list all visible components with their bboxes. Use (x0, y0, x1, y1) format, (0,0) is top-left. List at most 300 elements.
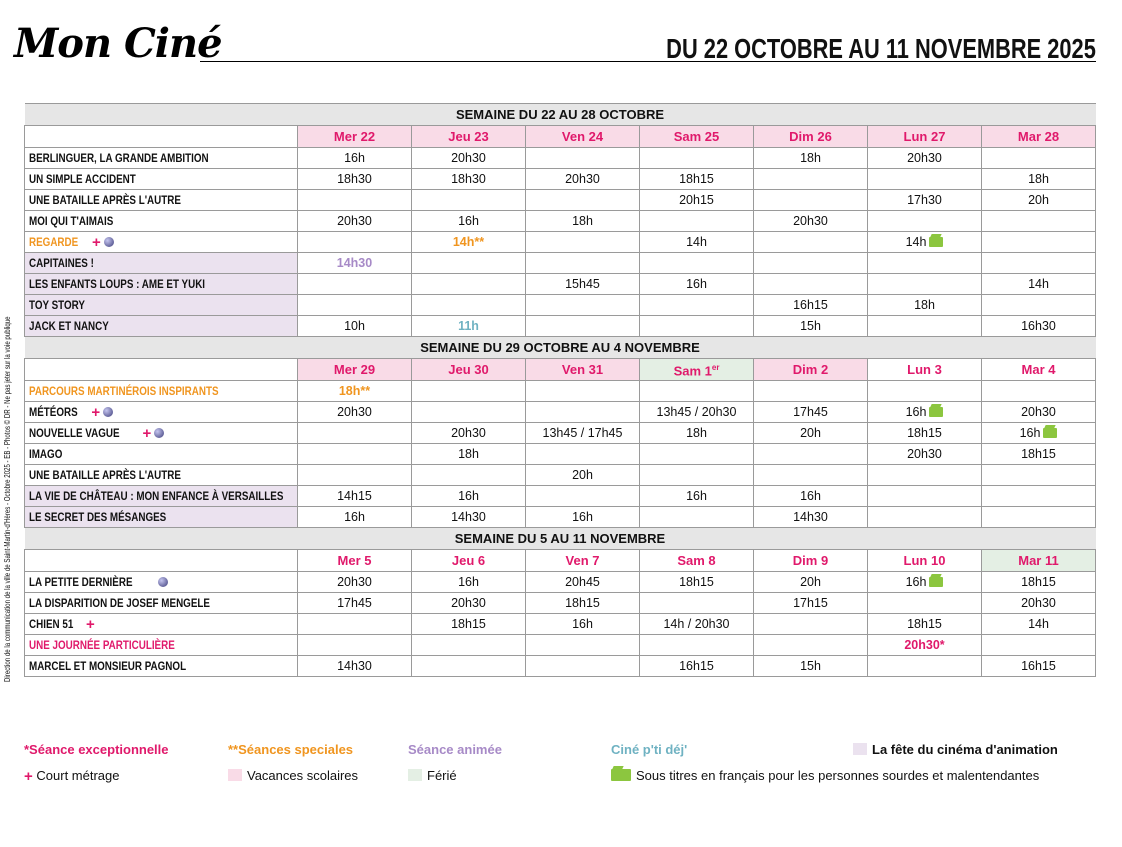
day-label: Sam 8 (677, 552, 716, 568)
film-title-cell (25, 253, 298, 274)
showtime: 18h (914, 298, 935, 312)
showtime-cell (640, 444, 754, 465)
showtime-cell (754, 635, 868, 656)
day-label: Mer 5 (337, 552, 372, 568)
showtime: 16h15 (1021, 659, 1056, 674)
showtime: 14h30 (336, 256, 373, 270)
showtime-cell (754, 316, 868, 337)
film-title: JACK ET NANCY (29, 319, 109, 333)
week-title: SEMAINE DU 29 OCTOBRE AU 4 NOVEMBRE (25, 337, 1096, 359)
day-header (868, 126, 982, 148)
day-header (526, 359, 640, 381)
days-row (25, 126, 1096, 148)
showtime-cell (754, 148, 868, 169)
showtime-cell (982, 572, 1096, 593)
showtime: 16h (800, 489, 821, 504)
day-label: Jeu 23 (448, 128, 489, 144)
disc-icon (154, 428, 164, 438)
film-row (25, 253, 1096, 274)
showtime: 20h30 (451, 151, 486, 165)
showtime-cell (868, 423, 982, 444)
film-title: UNE BATAILLE APRÈS L'AUTRE (29, 468, 181, 483)
showtime: 14h (686, 235, 707, 249)
showtime-cell (298, 656, 412, 677)
film-row (25, 148, 1096, 169)
day-label: Mer 29 (333, 361, 376, 377)
film-row (25, 507, 1096, 528)
showtime-cell (526, 253, 640, 274)
showtime-cell (298, 465, 412, 486)
showtime-cell (640, 232, 754, 253)
film-title-cell (25, 274, 298, 295)
film-title-cell (25, 190, 298, 211)
showtime-cell (868, 232, 982, 253)
showtime-cell (526, 316, 640, 337)
fete-swatch (853, 743, 867, 755)
showtime: 20h30* (904, 638, 945, 653)
subtitles-icon (929, 237, 943, 247)
showtime-cell (526, 572, 640, 593)
showtime: 20h (1028, 193, 1049, 207)
film-title: BERLINGUER, LA GRANDE AMBITION (29, 151, 209, 165)
schedule-table (24, 103, 1096, 677)
showtime-cell (868, 444, 982, 465)
showtime-cell (754, 486, 868, 507)
showtime-cell (982, 614, 1096, 635)
showtime-cell (868, 465, 982, 486)
film-title: CAPITAINES ! (29, 256, 94, 270)
legend-ptidej: Ciné p'ti déj' (611, 742, 688, 757)
showtime: 20h45 (565, 575, 600, 590)
showtime-cell (868, 169, 982, 190)
showtime: 18h15 (451, 617, 486, 632)
showtime: 20h30 (793, 214, 828, 228)
film-row (25, 232, 1096, 253)
day-label: Lun 10 (903, 552, 946, 568)
showtime: 18h15 (907, 617, 942, 632)
showtime: 17h45 (337, 596, 372, 611)
days-spacer (25, 126, 298, 148)
day-suffix: er (711, 363, 720, 372)
showtime: 11h (458, 319, 479, 333)
showtime: 20h30 (337, 405, 372, 420)
showtime-cell (412, 190, 526, 211)
showtime-cell (526, 444, 640, 465)
showtime-cell (298, 593, 412, 614)
day-label: Ven 24 (561, 128, 604, 144)
showtime-cell (868, 381, 982, 402)
showtime-cell (982, 402, 1096, 423)
showtime-cell (526, 169, 640, 190)
legend-exceptionnelle: *Séance exceptionnelle (24, 742, 169, 757)
showtime: 15h45 (565, 277, 600, 291)
day-label: Mar 28 (1017, 128, 1060, 144)
film-row (25, 593, 1096, 614)
showtime-cell (412, 253, 526, 274)
film-title: UNE JOURNÉE PARTICULIÈRE (29, 638, 175, 653)
day-label: Lun 3 (907, 361, 942, 377)
day-header (868, 359, 982, 381)
showtime-cell (868, 656, 982, 677)
showtime: 20h30 (451, 426, 486, 441)
showtime: 18h (572, 214, 593, 228)
showtime-cell (640, 486, 754, 507)
film-row (25, 614, 1096, 635)
showtime-cell (754, 572, 868, 593)
showtime-cell (526, 593, 640, 614)
showtime-cell (754, 423, 868, 444)
showtime-cell (982, 295, 1096, 316)
day-header (754, 359, 868, 381)
film-title-cell (25, 572, 298, 593)
day-header (868, 550, 982, 572)
film-title: IMAGO (29, 447, 63, 462)
day-label: Dim 2 (792, 361, 829, 377)
showtime-cell (982, 232, 1096, 253)
day-label: Dim 9 (792, 552, 829, 568)
showtime-cell (298, 635, 412, 656)
day-header (412, 550, 526, 572)
days-spacer (25, 550, 298, 572)
date-range: DU 22 OCTOBRE AU 11 NOVEMBRE 2025 (666, 33, 1096, 64)
film-row (25, 465, 1096, 486)
showtime-cell (526, 190, 640, 211)
court-metrage-icon: + (91, 403, 101, 421)
plus-icon: + (24, 768, 33, 785)
showtime: 20h (800, 575, 821, 590)
showtime: 16h (905, 575, 927, 590)
showtime: 20h30 (337, 214, 372, 228)
showtime: 16h (458, 214, 479, 228)
showtime-cell (868, 593, 982, 614)
showtime-cell (868, 486, 982, 507)
showtime-cell (982, 635, 1096, 656)
showtime-cell (982, 486, 1096, 507)
film-title-cell (25, 148, 298, 169)
film-title-cell (25, 635, 298, 656)
day-label: Jeu 6 (451, 552, 486, 568)
showtime-cell (412, 572, 526, 593)
showtime-cell (640, 656, 754, 677)
showtime-cell (412, 465, 526, 486)
week-header (25, 337, 1096, 359)
showtime-cell (412, 381, 526, 402)
showtime: 20h30 (451, 596, 486, 611)
days-spacer (25, 359, 298, 381)
showtime-cell (412, 444, 526, 465)
legend-stt: Sous titres en français pour les personnes sourdes et malentendantes (611, 768, 1039, 783)
showtime-cell (754, 211, 868, 232)
film-row (25, 316, 1096, 337)
showtime-cell (754, 253, 868, 274)
legend-fete: La fête du cinéma d'animation (853, 742, 1058, 757)
film-title: CHIEN 51 (29, 616, 74, 631)
ferie-swatch (408, 769, 422, 781)
showtime-cell (412, 316, 526, 337)
day-header (754, 550, 868, 572)
showtime-cell (298, 402, 412, 423)
showtime-cell (640, 295, 754, 316)
day-label: Mar 11 (1018, 552, 1059, 568)
showtime-cell (982, 444, 1096, 465)
showtime: 16h (344, 151, 365, 165)
showtime-cell (640, 614, 754, 635)
showtime-cell (754, 190, 868, 211)
showtime-cell (868, 635, 982, 656)
showtime-cell (298, 614, 412, 635)
film-row (25, 169, 1096, 190)
showtime-cell (868, 572, 982, 593)
showtime-cell (412, 423, 526, 444)
showtime-cell (412, 274, 526, 295)
showtime: 14h (905, 235, 927, 249)
showtime-cell (868, 614, 982, 635)
day-header (982, 359, 1096, 381)
film-title: LES ENFANTS LOUPS : AME ET YUKI (29, 277, 206, 291)
showtime-cell (640, 274, 754, 295)
showtime-cell (754, 507, 868, 528)
showtime-cell (298, 295, 412, 316)
film-title-cell (25, 381, 298, 402)
showtime-cell (412, 635, 526, 656)
court-metrage-icon: + (92, 233, 101, 251)
showtime-cell (868, 190, 982, 211)
day-header (412, 126, 526, 148)
showtime-cell (298, 253, 412, 274)
showtime-cell (412, 486, 526, 507)
showtime-cell (526, 232, 640, 253)
showtime: 18h30 (451, 172, 486, 186)
day-label: Sam 25 (673, 128, 720, 144)
credit-text: Direction de la communication de la ville de Saint-Martin-d'Hères - Octobre 2025 - EB - Photos © DR - Ne pas jeter sur la voie publique (2, 316, 12, 682)
showtime-cell (526, 211, 640, 232)
film-title: REGARDE (29, 234, 79, 249)
film-title-cell (25, 402, 298, 423)
showtime-cell (754, 232, 868, 253)
showtime: 14h30 (793, 510, 828, 525)
showtime: 16h15 (793, 298, 828, 312)
disc-icon (103, 407, 113, 417)
disc-icon (104, 237, 114, 247)
showtime: 18h (800, 151, 821, 165)
film-row (25, 656, 1096, 677)
showtime-cell (412, 169, 526, 190)
showtime-cell (754, 402, 868, 423)
showtime-cell (754, 614, 868, 635)
showtime-cell (868, 316, 982, 337)
film-title: MARCEL ET MONSIEUR PAGNOL (29, 659, 187, 674)
showtime: 18h15 (1021, 575, 1056, 590)
showtime-cell (412, 507, 526, 528)
film-row (25, 402, 1096, 423)
day-label: Ven 7 (565, 552, 600, 568)
showtime: 14h30 (337, 659, 372, 674)
showtime: 20h30 (337, 575, 372, 590)
day-header (526, 550, 640, 572)
showtime-cell (526, 148, 640, 169)
showtime-cell (298, 190, 412, 211)
showtime-cell (412, 656, 526, 677)
film-title: TOY STORY (29, 298, 85, 312)
legend-animee: Séance animée (408, 742, 502, 757)
legend-speciales: **Séances speciales (228, 742, 354, 757)
showtime-cell (982, 316, 1096, 337)
film-row (25, 572, 1096, 593)
film-title: LE SECRET DES MÉSANGES (29, 510, 167, 525)
showtime-cell (982, 190, 1096, 211)
film-title-cell (25, 507, 298, 528)
showtime: 20h30 (565, 172, 600, 186)
film-title: MÉTÉORS (29, 404, 78, 419)
showtime: 17h45 (793, 405, 828, 420)
showtime: 13h45 / 20h30 (656, 405, 737, 420)
subtitles-icon (929, 577, 943, 587)
day-header (640, 550, 754, 572)
showtime: 14h** (452, 235, 485, 249)
film-title-cell (25, 486, 298, 507)
court-metrage-icon: + (142, 424, 152, 442)
showtime-cell (526, 381, 640, 402)
showtime: 16h (458, 489, 479, 504)
showtime: 18h** (338, 384, 371, 399)
showtime-cell (868, 402, 982, 423)
film-title: LA VIE DE CHÂTEAU : MON ENFANCE À VERSAILLES (29, 489, 284, 504)
showtime: 18h15 (1021, 447, 1056, 462)
film-title-cell (25, 465, 298, 486)
film-row (25, 274, 1096, 295)
showtime-cell (640, 169, 754, 190)
film-title-cell (25, 444, 298, 465)
day-label: Mar 4 (1021, 361, 1056, 377)
showtime: 15h (800, 659, 821, 674)
showtime: 16h (686, 489, 707, 504)
showtime: 14h / 20h30 (663, 617, 730, 632)
showtime-cell (526, 295, 640, 316)
showtime-cell (754, 593, 868, 614)
day-header (526, 126, 640, 148)
subtitles-icon (611, 769, 631, 781)
legend-vacances: Vacances scolaires (228, 768, 358, 783)
showtime-cell (298, 381, 412, 402)
showtime-cell (868, 253, 982, 274)
showtime-cell (412, 211, 526, 232)
showtime-cell (982, 593, 1096, 614)
showtime-cell (982, 148, 1096, 169)
showtime-cell (754, 465, 868, 486)
court-metrage-icon: + (86, 615, 95, 633)
showtime-cell (754, 444, 868, 465)
showtime-cell (526, 656, 640, 677)
subtitles-icon (1043, 428, 1057, 438)
showtime-cell (868, 148, 982, 169)
week-title: SEMAINE DU 5 AU 11 NOVEMBRE (25, 528, 1096, 550)
showtime-cell (412, 295, 526, 316)
showtime-cell (412, 593, 526, 614)
legend-ferie: Férié (408, 768, 457, 783)
week-header (25, 528, 1096, 550)
film-title: UN SIMPLE ACCIDENT (29, 172, 136, 186)
days-row (25, 550, 1096, 572)
day-label: Mer 22 (333, 128, 376, 144)
showtime: 14h (1028, 277, 1049, 291)
showtime: 18h15 (565, 596, 600, 611)
film-row (25, 635, 1096, 656)
day-header (412, 359, 526, 381)
film-title-cell (25, 656, 298, 677)
showtime: 16h15 (679, 659, 714, 674)
subtitles-icon (929, 407, 943, 417)
showtime-cell (298, 211, 412, 232)
showtime: 20h15 (679, 193, 714, 207)
showtime-cell (526, 423, 640, 444)
showtime-cell (640, 635, 754, 656)
showtime-cell (754, 295, 868, 316)
showtime-cell (640, 148, 754, 169)
showtime-cell (640, 423, 754, 444)
showtime: 18h (686, 426, 707, 441)
film-title: NOUVELLE VAGUE (29, 425, 120, 440)
showtime: 16h (905, 405, 927, 420)
showtime-cell (526, 274, 640, 295)
showtime: 18h15 (907, 426, 942, 441)
showtime-cell (640, 316, 754, 337)
film-title-cell (25, 316, 298, 337)
film-title-cell (25, 232, 298, 253)
day-label: Lun 27 (903, 128, 946, 144)
day-label: Dim 26 (789, 128, 832, 144)
film-title: UNE BATAILLE APRÈS L'AUTRE (29, 193, 181, 207)
showtime-cell (982, 465, 1096, 486)
showtime: 16h30 (1021, 319, 1056, 333)
showtime-cell (298, 486, 412, 507)
film-title: PARCOURS MARTINÉROIS INSPIRANTS (29, 384, 219, 399)
film-row (25, 211, 1096, 232)
day-header (298, 359, 412, 381)
showtime: 20h30 (907, 447, 942, 462)
disc-icon (158, 577, 168, 587)
showtime-cell (754, 656, 868, 677)
showtime: 18h (458, 447, 479, 462)
showtime: 16h (686, 277, 707, 291)
film-title-cell (25, 614, 298, 635)
day-header (640, 126, 754, 148)
showtime-cell (526, 486, 640, 507)
showtime-cell (298, 444, 412, 465)
showtime-cell (640, 190, 754, 211)
showtime: 14h15 (337, 489, 372, 504)
showtime-cell (298, 507, 412, 528)
showtime-cell (412, 614, 526, 635)
days-row (25, 359, 1096, 381)
showtime-cell (412, 402, 526, 423)
showtime-cell (868, 507, 982, 528)
film-title-cell (25, 169, 298, 190)
day-header (298, 550, 412, 572)
showtime: 16h (1019, 426, 1041, 441)
showtime-cell (526, 507, 640, 528)
showtime-cell (526, 465, 640, 486)
showtime-cell (754, 381, 868, 402)
showtime: 15h (800, 319, 821, 333)
film-row (25, 295, 1096, 316)
showtime-cell (982, 656, 1096, 677)
showtime-cell (640, 572, 754, 593)
showtime-cell (640, 593, 754, 614)
vacances-swatch (228, 769, 242, 781)
showtime-cell (982, 253, 1096, 274)
showtime-cell (298, 274, 412, 295)
showtime-cell (754, 169, 868, 190)
